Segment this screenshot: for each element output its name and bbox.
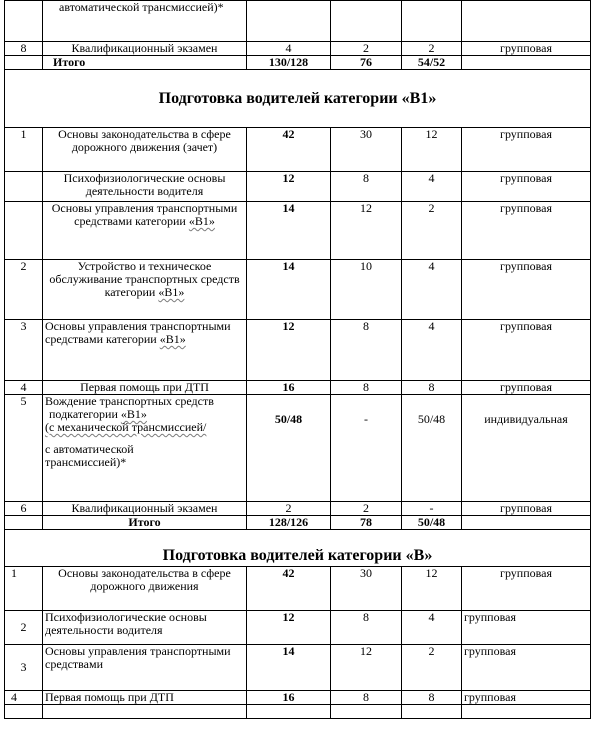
section-header-row — [5, 530, 591, 567]
cell-name: Основы управления транспортными средствами категории «В1» — [43, 202, 247, 260]
section-heading: Подготовка водителей категории «В1» — [5, 70, 591, 128]
cell-name: Основы управления транспортными средствами — [43, 645, 247, 691]
table-row: 5 Вождение транспортных средств подкатегории «В1» (с механической трансмиссией/ с автоматической трансмиссией)* 50/48 - 50/48 индивидуальная — [5, 395, 591, 502]
table-row: 1 Основы законодательства в сфере дорожного движения 42 30 12 групповая — [5, 567, 591, 611]
table-row: 4 Первая помощь при ДТП 16 8 8 групповая — [5, 691, 591, 705]
cell-name: Вождение транспортных средств подкатегории «В1» (с механической трансмиссией/ с автоматической трансмиссией)* — [43, 395, 247, 502]
cell-name: Основы управления транспортными средствами категории «В1» — [43, 320, 247, 381]
table-row: 2 Устройство и техническое обслуживание транспортных средств категории «В1» 14 10 4 групповая — [5, 260, 591, 320]
section-heading: Подготовка водителей категории «В» — [5, 530, 591, 567]
table-row: 1 Основы законодательства в сфере дорожного движения (зачет) 42 30 12 групповая — [5, 128, 591, 172]
table-row: 3 Основы управления транспортными средствами категории «В1» 12 8 4 групповая — [5, 320, 591, 381]
table-row: 3 Основы управления транспортными средствами 14 12 2 групповая — [5, 645, 591, 691]
total-row: Итого 128/126 78 50/48 — [5, 516, 591, 530]
table-row: 4 Первая помощь при ДТП 16 8 8 групповая — [5, 381, 591, 395]
cell-name: автоматической трансмиссией)* — [43, 1, 247, 42]
table-row — [5, 1, 591, 42]
table-row: 6 Квалификационный экзамен 2 2 - групповая — [5, 502, 591, 516]
table-row: 2 Психофизиологические основы деятельности водителя 12 8 4 групповая — [5, 611, 591, 645]
table-row — [5, 705, 591, 719]
table-row: 8 Квалификационный экзамен 4 2 2 групповая — [5, 42, 591, 56]
total-row: Итого 130/128 76 54/52 — [5, 56, 591, 70]
table-row: Психофизиологические основы деятельности водителя 12 8 4 групповая — [5, 172, 591, 202]
cell-name: Устройство и техническое обслуживание транспортных средств категории «В1» — [43, 260, 247, 320]
section-header-row — [5, 70, 591, 128]
curriculum-table — [4, 0, 591, 719]
table-row: Основы управления транспортными средствами категории «В1» 14 12 2 групповая — [5, 202, 591, 260]
